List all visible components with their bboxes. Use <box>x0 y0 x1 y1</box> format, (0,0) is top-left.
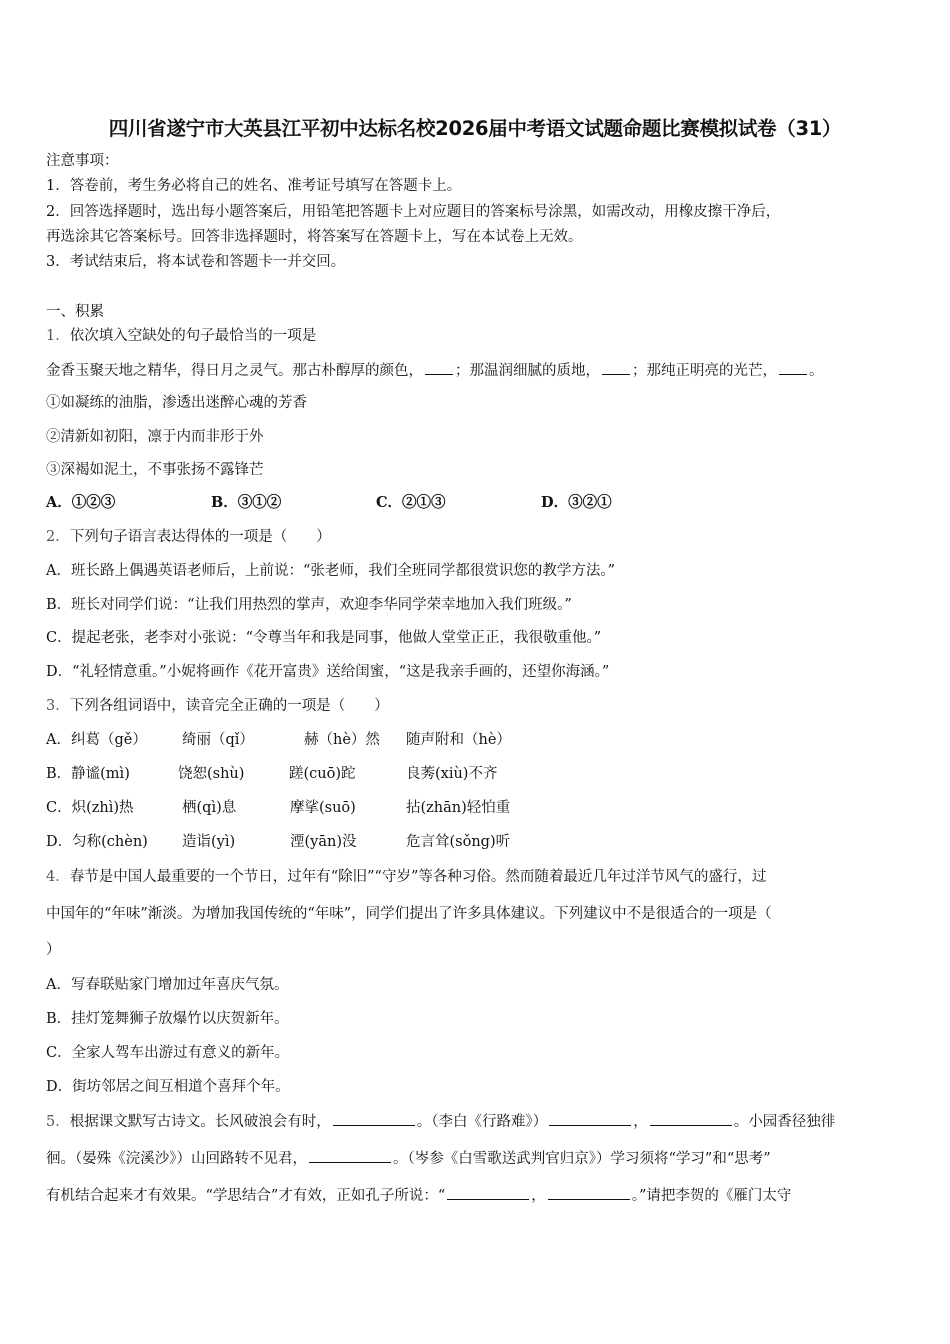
question-text: 下列句子语言表达得体的一项是（ ） <box>69 529 331 545</box>
answer-blank[interactable] <box>333 1111 415 1126</box>
question-text: 。小园香径独徘 <box>733 1114 836 1130</box>
option-b[interactable]: B．挂灯笼舞狮子放爆竹以庆贺新年。 <box>46 1011 289 1027</box>
question-1-passage <box>46 360 824 381</box>
option-a[interactable]: A．①②③ <box>46 494 116 511</box>
word: 蹉(cuō)跎 <box>289 766 356 782</box>
passage-text: 。 <box>809 363 824 379</box>
notice-item: 再选涂其它答案标号。回答非选择题时，将答案写在答题卡上，写在本试卷上无效。 <box>46 229 583 245</box>
question-text: 。（岑参《白雪歌送武判官归京》）学习须将“学习”和“思考” <box>393 1151 771 1167</box>
question-5-line <box>46 1185 791 1206</box>
question-number: 3． <box>46 698 70 714</box>
option-a[interactable] <box>46 730 511 750</box>
word: 拈(zhān)轻怕重 <box>406 800 511 816</box>
word: 摩挲(suō) <box>290 800 356 816</box>
question-text: ， <box>531 1188 546 1204</box>
option-b[interactable] <box>46 764 497 784</box>
answer-blank[interactable] <box>549 1111 631 1126</box>
question-text: 春节是中国人最重要的一个节日，过年有“除旧”“守岁”等各种习俗。然而随着最近几年过洋节风气的盛行，过 <box>69 869 767 885</box>
question-text: 。”请把李贺的《雁门太守 <box>631 1188 792 1204</box>
question-text: 。（李白《行路难》） <box>416 1114 548 1130</box>
word: 栖(qì)息 <box>182 800 237 816</box>
word: D．匀称(chèn) <box>46 834 148 850</box>
question-number: 1． <box>46 328 70 344</box>
question-number: 5． <box>46 1114 70 1130</box>
question-4-stem-cont: 中国年的“年味”渐淡。为增加我国传统的“年味”，同学们提出了许多具体建议。下列建议中不是很适合的一项是（ <box>46 906 772 922</box>
question-4-stem <box>46 867 766 887</box>
option-c[interactable]: C．②①③ <box>376 494 446 511</box>
question-text: ， <box>633 1114 648 1130</box>
word: 绮丽（qǐ） <box>182 732 254 748</box>
question-text: 有机结合起来才有效果。“学思结合”才有效，正如孔子所说：“ <box>46 1188 446 1204</box>
question-4-stem-cont: ） <box>46 942 61 958</box>
word: 赫（hè）然 <box>304 732 380 748</box>
passage-text: 金香玉聚天地之精华，得日月之灵气。那古朴醇厚的颜色， <box>46 363 423 379</box>
section-heading: 一、积累 <box>46 304 104 320</box>
answer-blank[interactable] <box>650 1111 732 1126</box>
option-d[interactable]: D．“礼轻情意重。”小妮将画作《花开富贵》送给闺蜜，“这是我亲手画的，还望你海涵。” <box>46 664 610 680</box>
answer-blank[interactable] <box>602 360 630 375</box>
word: 造诣(yì) <box>182 834 236 850</box>
option-c[interactable]: C．全家人驾车出游过有意义的新年。 <box>46 1045 290 1061</box>
option-b[interactable]: B．班长对同学们说：“让我们用热烈的掌声，欢迎李华同学荣幸地加入我们班级。” <box>46 597 572 613</box>
clause-3: ③深褐如泥土，不事张扬不露锋芒 <box>46 462 264 478</box>
option-b[interactable]: B．③①② <box>211 494 282 511</box>
question-5-line <box>46 1111 835 1132</box>
option-c[interactable] <box>46 798 510 818</box>
clause-1: ①如凝练的油脂，渗透出迷醉心魂的芳香 <box>46 395 307 411</box>
notice-item: 1．答卷前，考生务必将自己的姓名、准考证号填写在答题卡上。 <box>46 178 462 194</box>
question-number: 2． <box>46 529 70 545</box>
word: 随声附和（hè） <box>406 732 511 748</box>
word: 饶恕(shù) <box>178 766 245 782</box>
answer-blank[interactable] <box>309 1148 391 1163</box>
notice-item: 3．考试结束后，将本试卷和答题卡一并交回。 <box>46 254 346 270</box>
option-a[interactable]: A．班长路上偶遇英语老师后，上前说：“张老师，我们全班同学都很赏识您的教学方法。” <box>46 563 616 579</box>
question-1-options <box>46 493 612 513</box>
question-1-stem <box>46 326 316 346</box>
word: A．纠葛（gě） <box>46 732 147 748</box>
question-5-line <box>46 1148 771 1169</box>
option-a[interactable]: A．写春联贴家门增加过年喜庆气氛。 <box>46 977 289 993</box>
passage-text: ；那温润细腻的质地， <box>455 363 600 379</box>
word: 湮(yān)没 <box>290 834 357 850</box>
exam-title: 四川省遂宁市大英县江平初中达标名校2026届中考语文试题命题比赛模拟试卷（31） <box>108 117 842 140</box>
option-d[interactable]: D．③②① <box>541 494 612 511</box>
option-c[interactable]: C．提起老张，老李对小张说：“令尊当年和我是同事，他做人堂堂正正，我很敬重他。” <box>46 630 602 646</box>
answer-blank[interactable] <box>548 1185 630 1200</box>
clause-2: ②清新如初阳，凛于内而非形于外 <box>46 429 264 445</box>
notice-heading: 注意事项： <box>46 153 119 169</box>
question-text: 下列各组词语中，读音完全正确的一项是（ ） <box>69 698 389 714</box>
word: C．炽(zhì)热 <box>46 800 134 816</box>
question-text: 徊。（晏殊《浣溪沙》）山回路转不见君， <box>46 1151 307 1167</box>
notice-item: 2．回答选择题时，选出每小题答案后，用铅笔把答题卡上对应题目的答案标号涂黑，如需改动，用橡皮擦干净后， <box>46 204 781 220</box>
question-text: 根据课文默写古诗文。长风破浪会有时， <box>69 1114 331 1130</box>
answer-blank[interactable] <box>447 1185 529 1200</box>
question-3-stem <box>46 696 389 716</box>
option-d[interactable]: D．街坊邻居之间互相道个喜拜个年。 <box>46 1079 290 1095</box>
option-d[interactable] <box>46 832 510 852</box>
question-number: 4． <box>46 869 70 885</box>
question-text: 依次填入空缺处的句子最恰当的一项是 <box>69 328 317 344</box>
question-2-stem <box>46 527 331 547</box>
answer-blank[interactable] <box>425 360 453 375</box>
answer-blank[interactable] <box>779 360 807 375</box>
word: B．静谧(mì) <box>46 766 130 782</box>
word: 危言耸(sǒng)听 <box>406 834 511 850</box>
word: 良莠(xiù)不齐 <box>406 766 498 782</box>
passage-text: ；那纯正明亮的光芒， <box>632 363 777 379</box>
